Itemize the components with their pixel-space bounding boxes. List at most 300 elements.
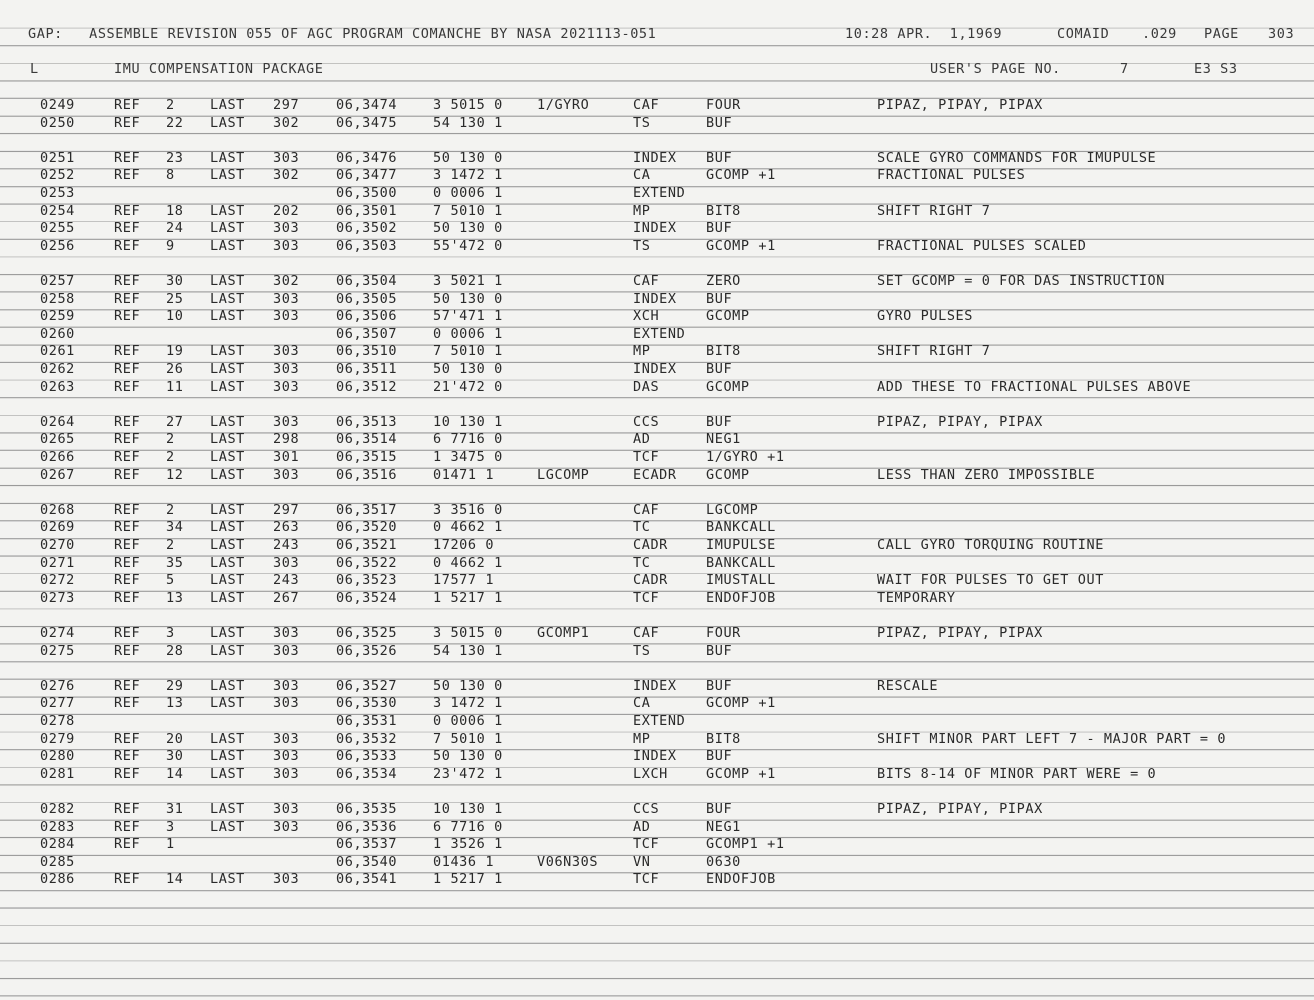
line-number: 0274 <box>40 625 75 641</box>
last-keyword: LAST <box>210 361 245 377</box>
last-keyword: LAST <box>210 871 245 888</box>
last-keyword: LAST <box>210 572 245 589</box>
ref-keyword: REF <box>114 572 141 589</box>
listing-row <box>0 466 1314 484</box>
operand: FOUR <box>706 97 741 113</box>
listing-row <box>0 536 1314 554</box>
operand: BUF <box>706 220 733 237</box>
octal-code: 57'471 1 <box>433 308 503 325</box>
operand: BUF <box>706 290 733 307</box>
octal-code: 6 7716 0 <box>433 818 503 835</box>
opcode: CAF <box>633 501 660 518</box>
opcode: TS <box>633 237 651 254</box>
line-number: 0257 <box>40 273 75 289</box>
listing-row <box>0 290 1314 308</box>
header-comaid-number: .029 <box>1142 26 1177 42</box>
last-keyword: LAST <box>210 97 245 113</box>
last-number: 303 <box>273 466 300 483</box>
listing-row <box>0 430 1314 448</box>
ref-keyword: REF <box>114 202 141 219</box>
octal-code: 1 5217 1 <box>433 871 503 888</box>
symbol-label: 1/GYRO <box>537 97 590 113</box>
opcode: INDEX <box>633 149 677 166</box>
listing-row <box>0 378 1314 396</box>
octal-code: 50 130 0 <box>433 220 503 237</box>
operand: BUF <box>706 149 733 166</box>
ref-keyword: REF <box>114 449 141 465</box>
last-keyword: LAST <box>210 149 245 166</box>
operand: NEG1 <box>706 818 741 835</box>
comment: FRACTIONAL PULSES <box>877 167 1026 184</box>
last-number: 263 <box>273 519 300 536</box>
ref-number: 23 <box>166 149 184 166</box>
ref-keyword: REF <box>114 378 141 395</box>
octal-code: 1 5217 1 <box>433 589 503 606</box>
ref-keyword: REF <box>114 149 141 166</box>
last-number: 303 <box>273 290 300 307</box>
listing-row <box>0 694 1314 712</box>
last-number: 303 <box>273 625 300 641</box>
opcode: CADR <box>633 537 668 553</box>
ref-number: 25 <box>166 290 184 307</box>
listing-row <box>0 589 1314 607</box>
operand: FOUR <box>706 625 741 641</box>
listing-row <box>0 307 1314 325</box>
listing-row <box>0 360 1314 378</box>
ref-number: 11 <box>166 378 184 395</box>
comment: FRACTIONAL PULSES SCALED <box>877 237 1087 254</box>
address: 06,3526 <box>336 642 398 659</box>
last-keyword: LAST <box>210 537 245 553</box>
last-number: 303 <box>273 730 300 747</box>
ref-keyword: REF <box>114 413 141 430</box>
octal-code: 3 5015 0 <box>433 625 503 641</box>
address: 06,3530 <box>336 695 398 712</box>
opcode: CAF <box>633 625 660 641</box>
ref-number: 3 <box>166 818 175 835</box>
last-number: 303 <box>273 378 300 395</box>
opcode: MP <box>633 730 651 747</box>
ref-keyword: REF <box>114 97 141 113</box>
ref-number: 3 <box>166 625 175 641</box>
line-number: 0283 <box>40 818 75 835</box>
operand: BUF <box>706 677 733 694</box>
last-keyword: LAST <box>210 114 245 131</box>
opcode: INDEX <box>633 290 677 307</box>
opcode: AD <box>633 431 651 448</box>
operand: BIT8 <box>706 202 741 219</box>
page-header <box>0 25 1314 43</box>
comment: WAIT FOR PULSES TO GET OUT <box>877 572 1104 589</box>
address: 06,3540 <box>336 853 398 870</box>
operand: LGCOMP <box>706 501 759 518</box>
operand: IMUPULSE <box>706 537 776 553</box>
address: 06,3502 <box>336 220 398 237</box>
last-keyword: LAST <box>210 308 245 325</box>
ref-number: 31 <box>166 801 184 817</box>
address: 06,3532 <box>336 730 398 747</box>
page-subheader <box>0 60 1314 78</box>
octal-code: 50 130 0 <box>433 290 503 307</box>
last-number: 297 <box>273 501 300 518</box>
comment: ADD THESE TO FRACTIONAL PULSES ABOVE <box>877 378 1192 395</box>
last-number: 303 <box>273 149 300 166</box>
line-number: 0276 <box>40 677 75 694</box>
address: 06,3522 <box>336 554 398 571</box>
line-number: 0273 <box>40 589 75 606</box>
address: 06,3512 <box>336 378 398 395</box>
ref-keyword: REF <box>114 589 141 606</box>
line-number: 0277 <box>40 695 75 712</box>
opcode: XCH <box>633 308 660 325</box>
octal-code: 6 7716 0 <box>433 431 503 448</box>
ref-number: 2 <box>166 431 175 448</box>
address: 06,3533 <box>336 748 398 765</box>
address: 06,3537 <box>336 836 398 853</box>
header-title: GAP: ASSEMBLE REVISION 055 OF AGC PROGRAM COMANCHE BY NASA 2021113-051 <box>28 26 657 42</box>
last-number: 303 <box>273 308 300 325</box>
address: 06,3506 <box>336 308 398 325</box>
octal-code: 3 3516 0 <box>433 501 503 518</box>
line-number: 0264 <box>40 413 75 430</box>
ref-number: 14 <box>166 765 184 782</box>
ref-number: 34 <box>166 519 184 536</box>
opcode: CAF <box>633 97 660 113</box>
listing-row <box>0 501 1314 519</box>
line-number: 0258 <box>40 290 75 307</box>
octal-code: 50 130 0 <box>433 677 503 694</box>
ref-keyword: REF <box>114 273 141 289</box>
listing-row <box>0 184 1314 202</box>
line-number: 0252 <box>40 167 75 184</box>
comment: LESS THAN ZERO IMPOSSIBLE <box>877 466 1096 483</box>
ref-keyword: REF <box>114 237 141 254</box>
operand: BIT8 <box>706 343 741 360</box>
last-keyword: LAST <box>210 378 245 395</box>
last-keyword: LAST <box>210 765 245 782</box>
operand: GCOMP +1 <box>706 167 776 184</box>
last-number: 302 <box>273 273 300 289</box>
line-number: 0260 <box>40 325 75 342</box>
last-keyword: LAST <box>210 413 245 430</box>
opcode: INDEX <box>633 220 677 237</box>
opcode: TC <box>633 519 651 536</box>
operand: BUF <box>706 748 733 765</box>
comment: PIPAZ, PIPAY, PIPAX <box>877 801 1043 817</box>
listing-row <box>0 202 1314 220</box>
line-number: 0251 <box>40 149 75 166</box>
line-number: 0272 <box>40 572 75 589</box>
operand: GCOMP <box>706 308 750 325</box>
ref-keyword: REF <box>114 642 141 659</box>
listing-row <box>0 642 1314 660</box>
ref-number: 12 <box>166 466 184 483</box>
last-keyword: LAST <box>210 695 245 712</box>
address: 06,3535 <box>336 801 398 817</box>
line-number: 0269 <box>40 519 75 536</box>
section-title: IMU COMPENSATION PACKAGE <box>114 61 324 77</box>
opcode: CAF <box>633 273 660 289</box>
octal-code: 3 5021 1 <box>433 273 503 289</box>
opcode: EXTEND <box>633 325 686 342</box>
line-number: 0284 <box>40 836 75 853</box>
operand: GCOMP <box>706 378 750 395</box>
octal-code: 17577 1 <box>433 572 495 589</box>
octal-code: 7 5010 1 <box>433 343 503 360</box>
line-number: 0278 <box>40 713 75 729</box>
octal-code: 55'472 0 <box>433 237 503 254</box>
last-keyword: LAST <box>210 677 245 694</box>
ref-keyword: REF <box>114 765 141 782</box>
ref-number: 13 <box>166 589 184 606</box>
octal-code: 7 5010 1 <box>433 202 503 219</box>
address: 06,3476 <box>336 149 398 166</box>
ref-number: 26 <box>166 361 184 377</box>
ref-keyword: REF <box>114 836 141 853</box>
opcode: CCS <box>633 413 660 430</box>
header-page-number: 303 <box>1268 26 1295 42</box>
last-number: 303 <box>273 748 300 765</box>
last-keyword: LAST <box>210 519 245 536</box>
ref-number: 35 <box>166 554 184 571</box>
octal-code: 3 5015 0 <box>433 97 503 113</box>
users-page-number: 7 <box>1120 61 1129 77</box>
ref-keyword: REF <box>114 748 141 765</box>
comment: SET GCOMP = 0 FOR DAS INSTRUCTION <box>877 273 1166 289</box>
line-number: 0256 <box>40 237 75 254</box>
line-number: 0266 <box>40 449 75 465</box>
ref-number: 2 <box>166 537 175 553</box>
comment: BITS 8-14 OF MINOR PART WERE = 0 <box>877 765 1157 782</box>
listing-row <box>0 730 1314 748</box>
last-number: 297 <box>273 97 300 113</box>
header-time: 10:28 APR. 1,1969 <box>845 26 1003 42</box>
listing-row <box>0 518 1314 536</box>
opcode: TC <box>633 554 651 571</box>
last-number: 303 <box>273 801 300 817</box>
ref-number: 27 <box>166 413 184 430</box>
listing-row <box>0 765 1314 783</box>
ref-number: 30 <box>166 273 184 289</box>
opcode: TCF <box>633 589 660 606</box>
operand: BUF <box>706 413 733 430</box>
opcode: TS <box>633 642 651 659</box>
last-number: 303 <box>273 871 300 888</box>
symbol-label: V06N30S <box>537 853 599 870</box>
comment: PIPAZ, PIPAY, PIPAX <box>877 413 1043 430</box>
last-number: 302 <box>273 167 300 184</box>
operand: ENDOFJOB <box>706 589 776 606</box>
ref-number: 9 <box>166 237 175 254</box>
octal-code: 1 3475 0 <box>433 449 503 465</box>
address: 06,3524 <box>336 589 398 606</box>
ref-number: 29 <box>166 677 184 694</box>
listing-row <box>0 853 1314 871</box>
subheader-l: L <box>30 61 39 77</box>
octal-code: 50 130 0 <box>433 149 503 166</box>
operand: ENDOFJOB <box>706 871 776 888</box>
ref-number: 5 <box>166 572 175 589</box>
address: 06,3541 <box>336 871 398 888</box>
comment: TEMPORARY <box>877 589 956 606</box>
listing-row <box>0 870 1314 888</box>
last-keyword: LAST <box>210 290 245 307</box>
opcode: CCS <box>633 801 660 817</box>
last-number: 303 <box>273 554 300 571</box>
operand: BUF <box>706 642 733 659</box>
opcode: EXTEND <box>633 185 686 201</box>
opcode: TS <box>633 114 651 131</box>
opcode: CADR <box>633 572 668 589</box>
octal-code: 50 130 0 <box>433 748 503 765</box>
opcode: CA <box>633 695 651 712</box>
listing-row <box>0 325 1314 343</box>
last-keyword: LAST <box>210 589 245 606</box>
last-number: 243 <box>273 572 300 589</box>
octal-code: 0 0006 1 <box>433 185 503 201</box>
octal-code: 0 4662 1 <box>433 554 503 571</box>
last-keyword: LAST <box>210 431 245 448</box>
address: 06,3504 <box>336 273 398 289</box>
last-number: 303 <box>273 237 300 254</box>
listing-row <box>0 747 1314 765</box>
listing-row <box>0 342 1314 360</box>
last-number: 302 <box>273 114 300 131</box>
ref-keyword: REF <box>114 431 141 448</box>
line-number: 0259 <box>40 308 75 325</box>
address: 06,3503 <box>336 237 398 254</box>
last-number: 303 <box>273 413 300 430</box>
opcode: MP <box>633 202 651 219</box>
last-keyword: LAST <box>210 801 245 817</box>
line-number: 0271 <box>40 554 75 571</box>
last-number: 303 <box>273 361 300 377</box>
listing-row <box>0 96 1314 114</box>
address: 06,3520 <box>336 519 398 536</box>
opcode: INDEX <box>633 361 677 377</box>
opcode: TCF <box>633 871 660 888</box>
listing-row <box>0 237 1314 255</box>
address: 06,3477 <box>336 167 398 184</box>
address: 06,3531 <box>336 713 398 729</box>
ref-keyword: REF <box>114 519 141 536</box>
ref-keyword: REF <box>114 730 141 747</box>
line-number: 0263 <box>40 378 75 395</box>
address: 06,3511 <box>336 361 398 377</box>
ref-number: 2 <box>166 449 175 465</box>
octal-code: 54 130 1 <box>433 114 503 131</box>
octal-code: 10 130 1 <box>433 413 503 430</box>
line-number: 0265 <box>40 431 75 448</box>
ref-keyword: REF <box>114 114 141 131</box>
address: 06,3474 <box>336 97 398 113</box>
opcode: LXCH <box>633 765 668 782</box>
octal-code: 7 5010 1 <box>433 730 503 747</box>
last-number: 303 <box>273 343 300 360</box>
line-number: 0280 <box>40 748 75 765</box>
opcode: TCF <box>633 449 660 465</box>
line-number: 0255 <box>40 220 75 237</box>
line-number: 0281 <box>40 765 75 782</box>
listing-row <box>0 712 1314 730</box>
last-number: 303 <box>273 695 300 712</box>
octal-code: 10 130 1 <box>433 801 503 817</box>
listing-row <box>0 624 1314 642</box>
subheader-code: E3 S3 <box>1194 61 1238 77</box>
comment: PIPAZ, PIPAY, PIPAX <box>877 625 1043 641</box>
octal-code: 0 0006 1 <box>433 325 503 342</box>
opcode: CA <box>633 167 651 184</box>
symbol-label: GCOMP1 <box>537 625 590 641</box>
ref-number: 18 <box>166 202 184 219</box>
last-keyword: LAST <box>210 625 245 641</box>
octal-code: 0 0006 1 <box>433 713 503 729</box>
ref-number: 22 <box>166 114 184 131</box>
opcode: INDEX <box>633 748 677 765</box>
last-keyword: LAST <box>210 167 245 184</box>
line-number: 0282 <box>40 801 75 817</box>
comment: RESCALE <box>877 677 939 694</box>
octal-code: 21'472 0 <box>433 378 503 395</box>
listing-row <box>0 800 1314 818</box>
address: 06,3505 <box>336 290 398 307</box>
last-number: 303 <box>273 765 300 782</box>
listing-row <box>0 677 1314 695</box>
listing-row <box>0 272 1314 290</box>
opcode: TCF <box>633 836 660 853</box>
comment: SHIFT RIGHT 7 <box>877 202 991 219</box>
ref-keyword: REF <box>114 625 141 641</box>
last-keyword: LAST <box>210 730 245 747</box>
ref-number: 8 <box>166 167 175 184</box>
address: 06,3536 <box>336 818 398 835</box>
comment: PIPAZ, PIPAY, PIPAX <box>877 97 1043 113</box>
last-number: 301 <box>273 449 300 465</box>
octal-code: 1 3526 1 <box>433 836 503 853</box>
ref-number: 28 <box>166 642 184 659</box>
ref-keyword: REF <box>114 695 141 712</box>
line-number: 0261 <box>40 343 75 360</box>
ref-number: 2 <box>166 501 175 518</box>
ref-number: 20 <box>166 730 184 747</box>
header-comaid: COMAID <box>1057 26 1110 42</box>
operand: GCOMP +1 <box>706 765 776 782</box>
ref-keyword: REF <box>114 290 141 307</box>
operand: GCOMP <box>706 466 750 483</box>
operand: GCOMP +1 <box>706 237 776 254</box>
address: 06,3525 <box>336 625 398 641</box>
last-number: 303 <box>273 642 300 659</box>
operand: NEG1 <box>706 431 741 448</box>
last-number: 267 <box>273 589 300 606</box>
ref-number: 1 <box>166 836 175 853</box>
comment: SCALE GYRO COMMANDS FOR IMUPULSE <box>877 149 1157 166</box>
ref-number: 14 <box>166 871 184 888</box>
last-keyword: LAST <box>210 202 245 219</box>
operand: BANKCALL <box>706 554 776 571</box>
last-number: 298 <box>273 431 300 448</box>
opcode: VN <box>633 853 651 870</box>
listing-row <box>0 413 1314 431</box>
line-number: 0285 <box>40 853 75 870</box>
ref-number: 30 <box>166 748 184 765</box>
operand: BIT8 <box>706 730 741 747</box>
listing-row <box>0 114 1314 132</box>
last-number: 303 <box>273 818 300 835</box>
address: 06,3527 <box>336 677 398 694</box>
line-number: 0286 <box>40 871 75 888</box>
last-keyword: LAST <box>210 818 245 835</box>
